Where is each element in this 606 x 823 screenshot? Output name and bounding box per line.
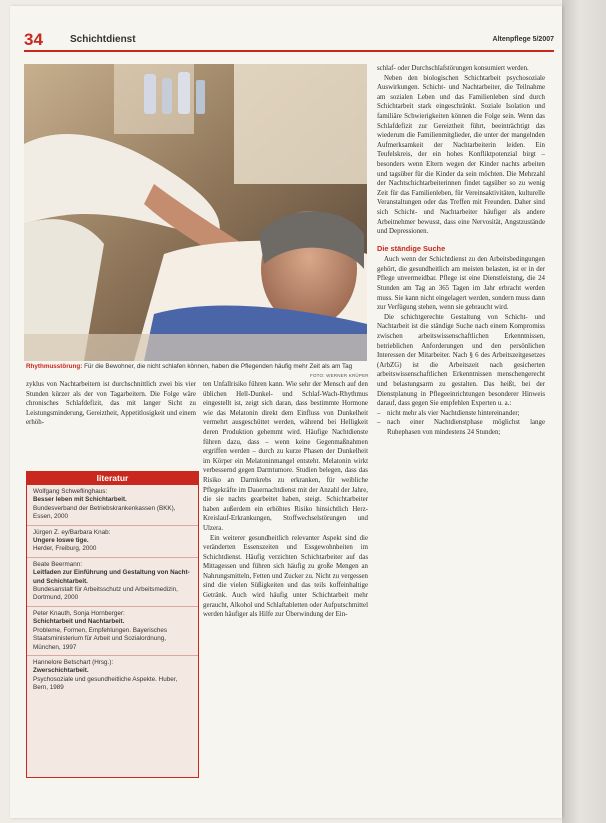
literature-title: Besser leben mit Schichtarbeit.	[33, 496, 127, 504]
caption-lead: Rhythmusstörung:	[26, 363, 83, 370]
literature-entry	[27, 656, 198, 696]
literature-entry	[27, 607, 198, 656]
left-paragraph-1: zyklus von Nachtarbeitern ist durchschnittlich zwei bis vier Stunden kürzer als der von Tagarbeitern. Die Folge wäre chronisches Schlafdefizit, das mit langer Sicht zu Leistungsminderung, Gereiztheit, Appetitlosigkeit und einem erhöh-	[26, 381, 196, 427]
literature-author: Peter Knauth, Sonja Hornberger:	[33, 609, 125, 617]
literature-author: Jürgen Z. ey/Barbara Knab:	[33, 528, 111, 536]
right-column	[377, 64, 545, 438]
literature-publisher: Bundesverband der Betriebskrankenkassen (BKK), Essen, 2000	[33, 504, 176, 521]
magazine-page	[10, 6, 562, 818]
literature-author: Hannelore Betschart (Hrsg.):	[33, 658, 114, 666]
recommendation-list	[377, 409, 545, 438]
photo-illustration	[24, 64, 367, 361]
photo-caption	[26, 363, 366, 372]
right-paragraph-4: Die schichtgerechte Gestaltung von Schicht- und Nachtarbeit ist die ständige Suche nach einem Kompromiss zwischen arbeitswissenschaftlichen Erkenntnissen, betrieblichen Anforderungen und den persönlichen Interessen der Mitarbeiter. Nach § 6 des Arbeitszeitgesetzes (ArbZG) ist die Arbeitszeit nach gesicherten arbeitswissenschaftlichen Erkenntnissen menschengerecht und belastungsarm zu gestalten. Das heißt, bei der Dienstplanung in Pflegeeinrichtungen besonderer Hinweis darauf, dass gegen Sie empfehlen Experten u. a.:	[377, 313, 545, 408]
literature-title: Leitfaden zur Einführung und Gestaltung von Nacht- und Schichtarbeit.	[33, 569, 190, 585]
literature-entry	[27, 485, 198, 526]
right-paragraph-1: schlaf- oder Durchschlafstörungen konsumiert werden.	[377, 65, 529, 72]
middle-column	[203, 380, 368, 620]
page-header	[10, 16, 562, 50]
literature-publisher: Psychosoziale und gesundheitliche Aspekte. Huber, Bern, 1989	[33, 675, 178, 692]
literature-publisher: Bundesanstalt für Arbeitsschutz und Arbeitsmedizin, Dortmund, 2000	[33, 586, 178, 602]
literature-author: Beate Beermann:	[33, 560, 83, 568]
literature-entry	[27, 526, 198, 558]
caption-text: Für die Bewohner, die nicht schlafen können, haben die Pflegenden häufig mehr Zeit als am Tag	[82, 363, 353, 370]
literature-publisher: Herder, Freiburg, 2000	[33, 545, 97, 553]
left-column	[26, 380, 196, 428]
literature-title: Ungere loswe tige.	[33, 537, 89, 545]
subheading: Die ständige Suche	[377, 243, 446, 253]
literature-title: Schichtarbeit und Nachtarbeit.	[33, 618, 125, 626]
article-photo	[24, 64, 367, 361]
page-number: 34	[24, 30, 43, 49]
list-item: – nicht mehr als vier Nachtdienste hintereinander;	[377, 409, 545, 419]
literature-entry	[27, 558, 198, 607]
literature-publisher: Probleme, Formen, Empfehlungen. Bayerisches Staatsministerium für Arbeit und Sozialordnung, München, 1997	[33, 626, 168, 651]
list-item: – nach einer Nachtdienstphase möglichst lange Ruhephasen von mindestens 24 Stunden;	[377, 418, 545, 437]
right-paragraph-2: Neben den biologischen Schichtarbeit psychosoziale Auswirkungen. Schicht- und Nachtarbeiter, die Teilnahme am sozialen Leben und das Familienleben sind durch Schichtarbeit stark eingeschränkt. Soziale Isolation und familiäre Schwierigkeiten können die Folge sein. Wenn das Schlafdefizit zur Gereiztheit führt, beeinträchtigt das wiederum die Familienmitglieder, die unter der mangelnden Aufmerksamkeit der Nachtarbeiterin leiden. Ein Teufelskreis, der ein hohes Konfliktpotenzial birgt – besonders wenn Eltern wegen der Kinder nachts arbeiten und tagsüber für die Kinder da sein möchten. Die Mehrzahl der Nachtschichtarbeiterinnen findet tagsüber so zu wenig Zeit für das Familienleben, für Vereinsaktivitäten, kulturelle Veranstaltungen oder das Treffen mit Freunden. Daher sind sich Schicht- und Nachtarbeiter häufiger als andere Arbeitnehmer bewusst, dass eine Nervosität, Angstzustände und Depressionen.	[377, 74, 545, 236]
literature-author: Wolfgang Schweflinghaus:	[33, 488, 108, 495]
photo-credit: FOTO: WERNER KRÜPER	[310, 373, 369, 378]
literature-header: literatur	[27, 472, 198, 485]
middle-paragraph-1: ten Unfallrisiko führen kann. Wie sehr der Mensch auf den üblichen Hell-Dunkel- und Schlaf-Wach-Rhythmus eingestellt ist, zeigt sich daran, dass bestimmte Hormone wie das Melatonin direkt dem Einfluss von Dunkelheit vermehrt ausgeschüttet werden, während bei Helligkeit deren Produktion gehemmt wird. Häufige Nachtdienste führen dazu, dass – wenn keine Gegenmaßnahmen ergriffen werden – durch zu kurze Phasen der Dunkelheit im Körper ein Melatoninmangel entsteht. Melatonin wirkt verbessernd gegen Darmtumore. Studien belegen, dass das Risiko an Darmkrebs zu erkranken, für weibliche Pflegekräfte im Dauernachtdienst mit der Anzahl der Jahre, die sie nachts gearbeitet haben, steigt. Schichtarbeiter haben außerdem ein erhöhtes Risiko hinsichtlich Herz-Kreislauf-Erkrankungen, Stoffwechselstörungen und Ulzera.	[203, 381, 368, 532]
header-rule	[24, 50, 554, 52]
journal-reference: Altenpflege 5/2007	[492, 36, 554, 43]
middle-paragraph-2: Ein weiterer gesundheitlich relevanter Aspekt sind die veränderten Essenszeiten und Essgewohnheiten im Schichtdienst. Häufig verzichten Schichtarbeiter auf das Mittagessen und führen sich häufig zu große Mengen an Nahrungsmitteln, Fetten und Zucker zu. Nicht zu vergessen sind die vielen Süßigkeiten und das teils koffeinhaltige Getränk. Auch wird häufig unter Schichtarbeit mehr geraucht, Alkohol und Schlaftabletten oder Aufputschmittel werden häufiger als Hilfe zur Überwindung der Ein-	[203, 534, 368, 619]
page-gutter-shadow	[562, 0, 606, 823]
literature-box	[26, 471, 199, 778]
right-paragraph-3: Auch wenn der Schichtdienst zu den Arbeitsbedingungen gehört, die gesundheitlich am meisten belasten, ist er in der Pflege unvermeidbar. Pflege ist eine Dienstleistung, die 24 Stunden am Tag an 365 Tagen im Jahr erbracht werden muss. Sie kann nicht eingelagert werden, sondern muss dann zur Verfügung stehen, wenn sie gebraucht wird.	[377, 256, 545, 312]
section-title: Schichtdienst	[70, 34, 136, 45]
literature-title: Zwerschichtarbeit.	[33, 667, 89, 675]
